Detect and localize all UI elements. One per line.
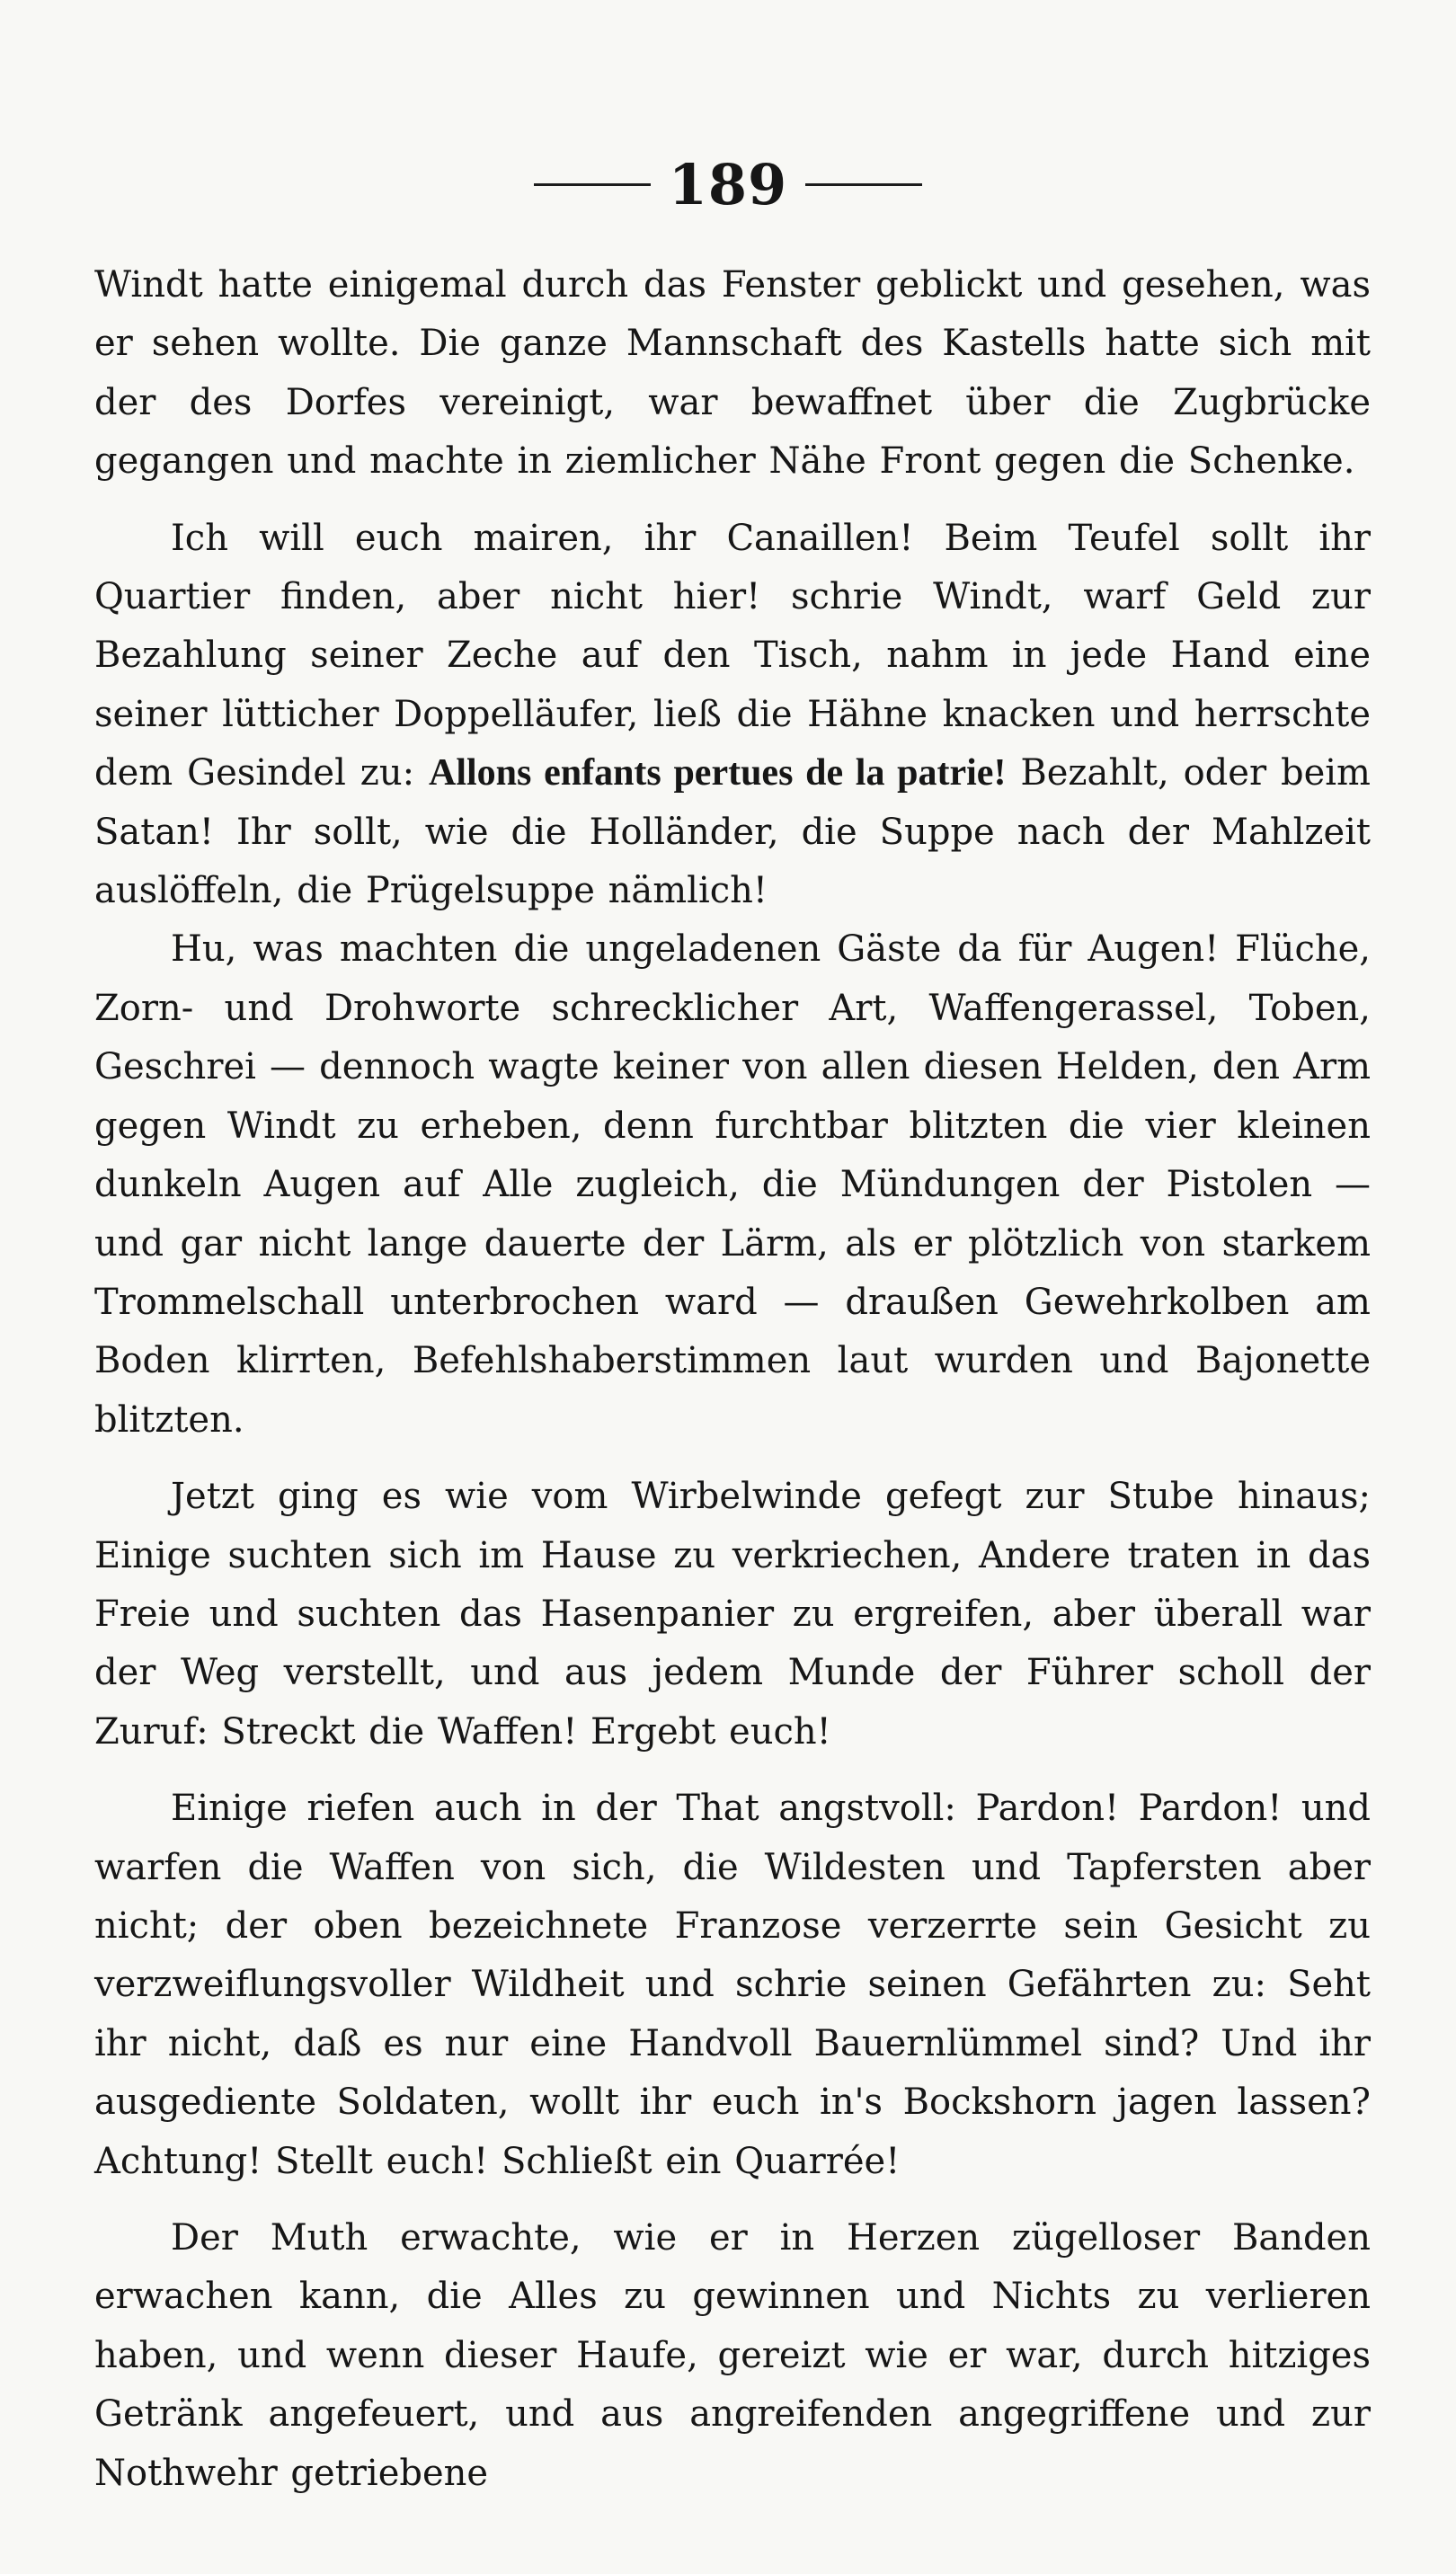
- paragraph-6: Der Muth erwachte, wie er in Herzen zügelloser Banden erwachen kann, die Alles zu gewinnen und Nichts zu verlieren haben, und wenn dieser Haufe, gereizt wie er war, durch hitziges Getränk angefeuert, und aus angreifenden angegriffene und zur Nothwehr getriebene: [94, 2217, 1371, 2494]
- page-number: 189: [668, 151, 788, 217]
- paragraph-5: Einige riefen auch in der That angstvoll: Pardon! Pardon! und warfen die Waffen von sich, die Wildesten und Tapfersten aber nicht; der oben bezeichnete Franzose verzerrte sein Gesicht zu verzweiflungsvoller Wildheit und schrie seinen Gefährten zu: Seht ihr nicht, daß es nur eine Handvoll Bauernlümmel sind? Und ihr ausgediente Soldaten, wollt ihr euch in's Bockshorn jagen lassen? Achtung! Stellt euch! Schließt ein Quarrée!: [94, 1788, 1371, 2182]
- paragraph-1: Windt hatte einigemal durch das Fenster geblickt und gesehen, was er sehen wollte. Die ganze Mannschaft des Kastells hatte sich mit der des Dorfes vereinigt, war bewaffnet über die Zugbrücke gegangen und machte in ziemlicher Nähe Front gegen die Schenke.: [94, 264, 1371, 483]
- paragraph-2-before: Ich will euch mairen, ihr Canaillen! Beim Teufel sollt ihr Quartier finden, aber nicht hier! schrie Windt, warf Geld zur Bezahlung seiner Zeche auf den Tisch, nahm in jede Hand eine seiner lütticher Doppelläufer, ließ die Hähne knacken und herrschte dem Gesindel zu:: [94, 517, 1371, 794]
- paragraph-3: Hu, was machten die ungeladenen Gäste da für Augen! Flüche, Zorn- und Drohworte schrecklicher Art, Waffengerassel, Toben, Geschrei — dennoch wagte keiner von allen diesen Helden, den Arm gegen Windt zu erheben, denn furchtbar blitzten die vier kleinen dunkeln Augen auf Alle zugleich, die Mündungen der Pistolen — und gar nicht lange dauerte der Lärm, als er plötzlich von starkem Trommelschall unterbrochen ward — draußen Gewehrkolben am Boden klirrten, Befehlshaberstimmen laut wurden und Bajonette blitzten.: [94, 928, 1371, 1441]
- paragraph-4: Jetzt ging es wie vom Wirbelwinde gefegt zur Stube hinaus; Einige suchten sich im Hause zu verkriechen, Andere traten in das Freie und suchten das Hasenpanier zu ergreifen, aber überall war der Weg verstellt, und aus jedem Munde der Führer scholl der Zuruf: Streckt die Waffen! Ergebt euch!: [94, 1476, 1371, 1753]
- french-quotation: Allons enfants pertues de la patrie!: [429, 752, 1007, 794]
- paragraph-2-after: Bezahlt, oder beim Satan! Ihr sollt, wie die Holländer, die Suppe nach der Mahlzeit auslöffeln, die Prügelsuppe nämlich!: [94, 752, 1371, 912]
- header-rule-left: [534, 183, 651, 186]
- header-rule-right: [805, 183, 922, 186]
- page-body: [94, 256, 1371, 2503]
- page-header: [0, 144, 1456, 225]
- paragraph-2: [94, 510, 1371, 921]
